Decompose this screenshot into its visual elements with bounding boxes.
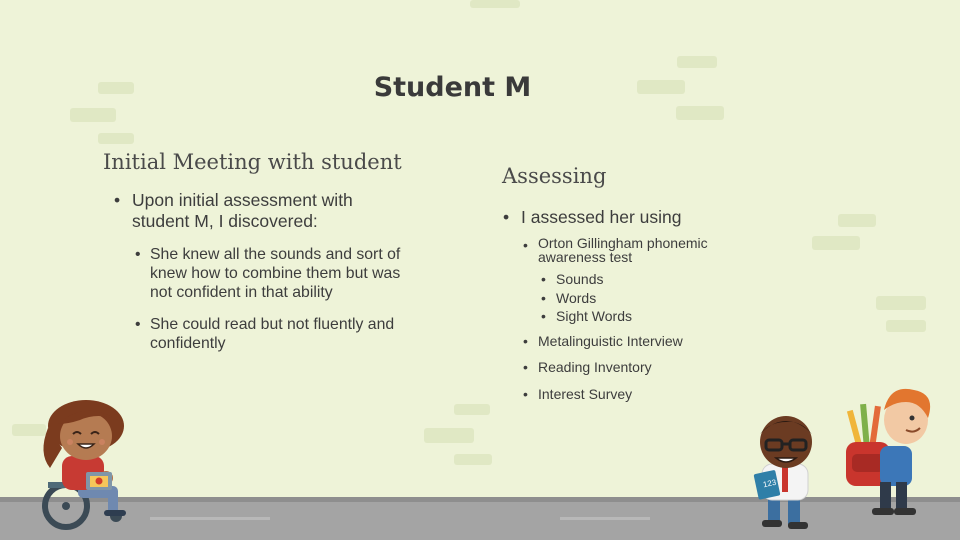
text-line: knew how to combine them but was: [150, 265, 401, 282]
bg-dash: [876, 296, 926, 310]
bg-dash: [812, 236, 860, 250]
bullet-dot: •: [523, 386, 528, 402]
text-line: Upon initial assessment with: [132, 190, 353, 210]
right-sub-bullet-2: Metalinguistic Interview: [538, 333, 683, 349]
bg-dash: [454, 454, 492, 465]
floor-stripe: [150, 517, 270, 520]
bg-dash: [838, 214, 876, 227]
bullet-dot: •: [523, 237, 528, 253]
left-column-heading: Initial Meeting with student: [103, 150, 402, 174]
book-label: 123: [762, 477, 778, 490]
slide-title: Student M: [373, 72, 532, 103]
floor-stripe: [560, 517, 650, 520]
bullet-dot: •: [503, 207, 510, 227]
bg-dash: [470, 0, 520, 8]
text-line: She knew all the sounds and sort of: [150, 246, 401, 263]
boy-glasses-illustration: [746, 410, 826, 532]
bg-dash: [70, 108, 116, 122]
left-bullet-1: [132, 190, 353, 232]
text-line: She could read but not fluently and: [150, 316, 395, 333]
right-subsub-bullet: Sounds: [556, 271, 604, 287]
bullet-dot: •: [135, 316, 141, 333]
boy-backpack-illustration: [840, 384, 940, 522]
left-sub-bullet-1: [150, 245, 400, 302]
text-line: awareness test: [538, 249, 633, 265]
bullet-dot: •: [523, 333, 528, 349]
right-bullet-1: I assessed her using: [521, 207, 682, 227]
text-line: Orton Gillingham phonemic: [538, 235, 708, 251]
text-line: not confident in that ability: [150, 284, 333, 301]
bg-dash: [886, 320, 926, 332]
left-sub-bullet-2: [150, 315, 394, 353]
bg-dash: [676, 106, 724, 120]
bg-dash: [677, 56, 717, 68]
bullet-dot: •: [523, 359, 528, 375]
bullet-dot: •: [541, 271, 546, 287]
right-subsub-bullet: Sight Words: [556, 308, 632, 324]
right-sub-bullet-1: [538, 236, 708, 264]
right-subsub-bullet: Words: [556, 290, 597, 306]
bg-dash: [424, 428, 474, 443]
bg-dash: [454, 404, 490, 415]
text-line: student M, I discovered:: [132, 211, 318, 231]
bg-dash: [98, 133, 134, 144]
bullet-dot: •: [135, 246, 141, 263]
text-line: confidently: [150, 335, 226, 352]
bullet-dot: •: [541, 290, 546, 306]
right-column-heading: Assessing: [502, 164, 607, 188]
bullet-dot: •: [541, 308, 546, 324]
right-sub-bullet-4: Interest Survey: [538, 386, 633, 402]
girl-wheelchair-illustration: [28, 398, 148, 530]
bullet-dot: •: [114, 190, 121, 210]
right-sub-bullet-3: Reading Inventory: [538, 359, 652, 375]
